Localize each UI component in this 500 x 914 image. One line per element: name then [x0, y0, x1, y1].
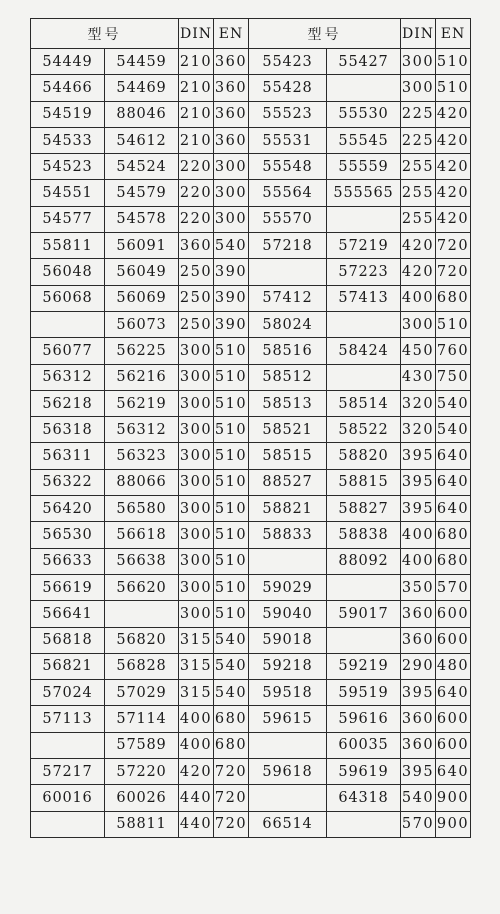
- cell-din-right: 300: [401, 311, 436, 337]
- cell-din-left: 210: [179, 101, 214, 127]
- table-row: [31, 653, 471, 679]
- cell-din-right: 300: [401, 49, 436, 75]
- cell-model-a-right: 59518: [249, 680, 327, 706]
- table-row: [31, 259, 471, 285]
- cell-model-a-right: [249, 785, 327, 811]
- cell-model-b-left: 56069: [105, 285, 179, 311]
- cell-din-right: 395: [401, 759, 436, 785]
- table-row: [31, 311, 471, 337]
- cell-model-b-right: 60035: [327, 732, 401, 758]
- cell-din-left: 440: [179, 811, 214, 837]
- cell-model-b-left: 56618: [105, 522, 179, 548]
- cell-model-a-right: 55523: [249, 101, 327, 127]
- cell-en-left: 360: [214, 49, 249, 75]
- cell-din-right: 360: [401, 732, 436, 758]
- cell-model-b-right: 59017: [327, 601, 401, 627]
- table-row: [31, 680, 471, 706]
- cell-model-a-left: 56218: [31, 390, 105, 416]
- cell-en-left: 510: [214, 574, 249, 600]
- cell-model-a-left: 60016: [31, 785, 105, 811]
- cell-en-right: 640: [436, 759, 471, 785]
- cell-model-b-right: 58424: [327, 338, 401, 364]
- cell-en-left: 510: [214, 496, 249, 522]
- cell-en-right: 420: [436, 127, 471, 153]
- cell-en-right: 640: [436, 680, 471, 706]
- cell-model-a-right: 57412: [249, 285, 327, 311]
- cell-en-left: 510: [214, 364, 249, 390]
- cell-model-a-right: 59615: [249, 706, 327, 732]
- cell-en-right: 570: [436, 574, 471, 600]
- table-row: [31, 206, 471, 232]
- table-row: [31, 364, 471, 390]
- cell-model-a-left: 54577: [31, 206, 105, 232]
- cell-en-right: 510: [436, 49, 471, 75]
- cell-model-b-right: [327, 811, 401, 837]
- cell-en-left: 300: [214, 180, 249, 206]
- cell-en-left: 300: [214, 206, 249, 232]
- cell-en-left: 510: [214, 548, 249, 574]
- cell-din-left: 300: [179, 390, 214, 416]
- cell-din-left: 315: [179, 653, 214, 679]
- table-row: [31, 706, 471, 732]
- cell-model-a-right: 58024: [249, 311, 327, 337]
- cell-model-b-left: 88046: [105, 101, 179, 127]
- cell-en-right: 420: [436, 206, 471, 232]
- cell-en-left: 510: [214, 601, 249, 627]
- cell-din-left: 300: [179, 496, 214, 522]
- cell-en-right: 680: [436, 548, 471, 574]
- header-en-right: EN: [436, 19, 471, 49]
- header-din-left: DIN: [179, 19, 214, 49]
- cell-en-left: 680: [214, 732, 249, 758]
- cell-model-a-left: 56322: [31, 469, 105, 495]
- cell-din-left: 420: [179, 759, 214, 785]
- cell-en-right: 510: [436, 311, 471, 337]
- cell-model-a-right: 58833: [249, 522, 327, 548]
- cell-en-left: 510: [214, 417, 249, 443]
- cell-model-a-left: 56619: [31, 574, 105, 600]
- cell-en-right: 600: [436, 601, 471, 627]
- cell-din-left: 220: [179, 206, 214, 232]
- cell-din-right: 400: [401, 522, 436, 548]
- cell-model-a-left: 56641: [31, 601, 105, 627]
- cell-model-a-left: 56312: [31, 364, 105, 390]
- table-body: [31, 49, 471, 838]
- cell-model-b-right: 59619: [327, 759, 401, 785]
- table-row: [31, 601, 471, 627]
- cell-model-a-right: 58821: [249, 496, 327, 522]
- cell-model-b-left: 56620: [105, 574, 179, 600]
- cell-din-left: 440: [179, 785, 214, 811]
- cell-model-a-left: 56068: [31, 285, 105, 311]
- cell-en-left: 390: [214, 311, 249, 337]
- table-row: [31, 101, 471, 127]
- header-din-right: DIN: [401, 19, 436, 49]
- cell-model-a-left: 54551: [31, 180, 105, 206]
- cell-en-left: 540: [214, 627, 249, 653]
- cell-din-left: 210: [179, 49, 214, 75]
- cell-model-b-right: 58514: [327, 390, 401, 416]
- cell-din-right: 430: [401, 364, 436, 390]
- cell-en-left: 720: [214, 811, 249, 837]
- cell-model-b-left: 57029: [105, 680, 179, 706]
- cell-model-b-left: 56323: [105, 443, 179, 469]
- cell-din-left: 315: [179, 627, 214, 653]
- cell-din-right: 320: [401, 417, 436, 443]
- table-row: [31, 811, 471, 837]
- cell-model-a-left: 57113: [31, 706, 105, 732]
- cell-en-right: 680: [436, 285, 471, 311]
- cell-model-b-left: 56828: [105, 653, 179, 679]
- cell-model-a-left: 56311: [31, 443, 105, 469]
- cell-model-a-right: 55531: [249, 127, 327, 153]
- cell-din-left: 250: [179, 259, 214, 285]
- cell-en-right: 900: [436, 785, 471, 811]
- cell-en-left: 510: [214, 443, 249, 469]
- cell-model-b-right: [327, 574, 401, 600]
- header-row: [31, 19, 471, 49]
- cell-din-left: 220: [179, 180, 214, 206]
- cell-din-right: 300: [401, 75, 436, 101]
- cell-en-left: 360: [214, 127, 249, 153]
- cell-model-a-left: 56818: [31, 627, 105, 653]
- cell-en-right: 420: [436, 180, 471, 206]
- cell-model-b-right: 58815: [327, 469, 401, 495]
- cell-din-right: 290: [401, 653, 436, 679]
- cell-model-a-right: 58521: [249, 417, 327, 443]
- cell-din-right: 420: [401, 259, 436, 285]
- cell-model-b-left: 56225: [105, 338, 179, 364]
- table-row: [31, 49, 471, 75]
- cell-model-a-right: [249, 732, 327, 758]
- table-row: [31, 285, 471, 311]
- cell-en-right: 600: [436, 627, 471, 653]
- cell-model-a-right: 55423: [249, 49, 327, 75]
- cell-en-left: 360: [214, 75, 249, 101]
- cell-en-left: 390: [214, 285, 249, 311]
- table-row: [31, 154, 471, 180]
- cell-en-left: 680: [214, 706, 249, 732]
- cell-model-a-left: 56077: [31, 338, 105, 364]
- cell-model-b-right: 58820: [327, 443, 401, 469]
- cell-model-a-right: 59029: [249, 574, 327, 600]
- cell-model-a-right: 58512: [249, 364, 327, 390]
- cell-en-left: 510: [214, 338, 249, 364]
- cell-en-left: 300: [214, 154, 249, 180]
- cell-model-a-left: 54466: [31, 75, 105, 101]
- cell-model-b-right: 64318: [327, 785, 401, 811]
- table-row: [31, 233, 471, 259]
- cell-en-right: 760: [436, 338, 471, 364]
- cell-model-b-right: 55559: [327, 154, 401, 180]
- cell-model-b-right: [327, 627, 401, 653]
- cell-din-left: 300: [179, 417, 214, 443]
- cell-model-a-right: 55548: [249, 154, 327, 180]
- cell-model-b-left: 56091: [105, 233, 179, 259]
- cell-din-left: 300: [179, 548, 214, 574]
- cell-din-left: 400: [179, 732, 214, 758]
- cell-din-right: 400: [401, 285, 436, 311]
- cell-din-right: 320: [401, 390, 436, 416]
- cell-din-left: 220: [179, 154, 214, 180]
- table-row: [31, 390, 471, 416]
- table-row: [31, 496, 471, 522]
- cell-din-left: 250: [179, 311, 214, 337]
- cell-model-a-right: 57218: [249, 233, 327, 259]
- cell-en-right: 480: [436, 653, 471, 679]
- cell-model-a-left: [31, 732, 105, 758]
- cell-model-a-left: 56821: [31, 653, 105, 679]
- table-row: [31, 627, 471, 653]
- cell-model-a-right: 58513: [249, 390, 327, 416]
- cell-din-left: 300: [179, 469, 214, 495]
- cell-model-a-right: 55564: [249, 180, 327, 206]
- cell-en-right: 420: [436, 101, 471, 127]
- cell-model-b-right: 57413: [327, 285, 401, 311]
- cell-model-a-right: 59618: [249, 759, 327, 785]
- cell-model-a-left: 56530: [31, 522, 105, 548]
- table-row: [31, 443, 471, 469]
- cell-model-b-left: [105, 601, 179, 627]
- cell-din-right: 360: [401, 706, 436, 732]
- cell-model-a-left: 55811: [31, 233, 105, 259]
- cell-model-b-right: 58522: [327, 417, 401, 443]
- table-row: [31, 574, 471, 600]
- cell-din-right: 360: [401, 627, 436, 653]
- cell-model-b-left: 57220: [105, 759, 179, 785]
- cell-model-a-left: 57217: [31, 759, 105, 785]
- header-model-right: 型号: [249, 19, 401, 49]
- cell-din-right: 225: [401, 101, 436, 127]
- cell-din-left: 210: [179, 127, 214, 153]
- table-row: [31, 180, 471, 206]
- cell-model-a-left: [31, 311, 105, 337]
- cell-model-a-right: 55428: [249, 75, 327, 101]
- cell-din-right: 225: [401, 127, 436, 153]
- cell-en-right: 640: [436, 469, 471, 495]
- cell-din-left: 400: [179, 706, 214, 732]
- cell-din-right: 395: [401, 469, 436, 495]
- cell-en-right: 720: [436, 233, 471, 259]
- cell-en-left: 540: [214, 680, 249, 706]
- cell-en-left: 540: [214, 653, 249, 679]
- cell-model-a-right: 59018: [249, 627, 327, 653]
- cell-din-right: 450: [401, 338, 436, 364]
- cell-din-right: 255: [401, 180, 436, 206]
- cell-din-left: 300: [179, 522, 214, 548]
- cell-model-a-right: 58516: [249, 338, 327, 364]
- cell-model-a-right: [249, 259, 327, 285]
- cell-model-a-right: 58515: [249, 443, 327, 469]
- cell-model-a-right: 59218: [249, 653, 327, 679]
- table-row: [31, 785, 471, 811]
- model-spec-table: [30, 18, 471, 838]
- header-model-left: 型号: [31, 19, 179, 49]
- cell-model-b-left: 56049: [105, 259, 179, 285]
- cell-en-right: 720: [436, 259, 471, 285]
- cell-en-left: 360: [214, 101, 249, 127]
- table-row: [31, 417, 471, 443]
- cell-model-b-right: 55530: [327, 101, 401, 127]
- cell-model-b-left: 57589: [105, 732, 179, 758]
- cell-model-b-left: 54459: [105, 49, 179, 75]
- cell-model-a-left: 56318: [31, 417, 105, 443]
- cell-en-right: 640: [436, 443, 471, 469]
- cell-model-a-right: [249, 548, 327, 574]
- cell-din-left: 360: [179, 233, 214, 259]
- cell-model-b-left: 56580: [105, 496, 179, 522]
- cell-model-b-right: 57223: [327, 259, 401, 285]
- cell-model-a-left: 54533: [31, 127, 105, 153]
- cell-model-a-left: 56048: [31, 259, 105, 285]
- cell-model-b-right: 59616: [327, 706, 401, 732]
- cell-model-a-left: [31, 811, 105, 837]
- cell-en-right: 540: [436, 390, 471, 416]
- cell-din-left: 300: [179, 443, 214, 469]
- cell-en-right: 510: [436, 75, 471, 101]
- cell-model-a-right: 59040: [249, 601, 327, 627]
- cell-en-right: 750: [436, 364, 471, 390]
- cell-en-left: 540: [214, 233, 249, 259]
- cell-din-right: 570: [401, 811, 436, 837]
- cell-model-a-left: 57024: [31, 680, 105, 706]
- cell-en-left: 510: [214, 522, 249, 548]
- cell-model-b-left: 57114: [105, 706, 179, 732]
- cell-model-a-left: 54523: [31, 154, 105, 180]
- cell-model-b-left: 56312: [105, 417, 179, 443]
- table-row: [31, 75, 471, 101]
- cell-model-b-right: 55427: [327, 49, 401, 75]
- cell-din-left: 300: [179, 364, 214, 390]
- cell-model-b-left: 54524: [105, 154, 179, 180]
- spec-sheet: [30, 18, 470, 838]
- cell-model-b-right: 57219: [327, 233, 401, 259]
- cell-din-right: 540: [401, 785, 436, 811]
- cell-model-a-right: 88527: [249, 469, 327, 495]
- cell-en-left: 720: [214, 759, 249, 785]
- cell-model-b-left: 54612: [105, 127, 179, 153]
- cell-model-b-right: 59219: [327, 653, 401, 679]
- cell-din-right: 255: [401, 154, 436, 180]
- cell-model-b-right: 88092: [327, 548, 401, 574]
- cell-din-right: 420: [401, 233, 436, 259]
- cell-model-b-left: 56820: [105, 627, 179, 653]
- cell-din-left: 315: [179, 680, 214, 706]
- cell-model-b-right: [327, 206, 401, 232]
- cell-en-left: 390: [214, 259, 249, 285]
- cell-model-b-left: 54578: [105, 206, 179, 232]
- table-row: [31, 522, 471, 548]
- cell-en-right: 600: [436, 732, 471, 758]
- cell-din-right: 255: [401, 206, 436, 232]
- cell-en-right: 640: [436, 496, 471, 522]
- cell-din-right: 395: [401, 680, 436, 706]
- cell-model-b-left: 56216: [105, 364, 179, 390]
- cell-model-b-right: [327, 364, 401, 390]
- table-row: [31, 759, 471, 785]
- cell-model-b-left: 56638: [105, 548, 179, 574]
- cell-din-right: 395: [401, 443, 436, 469]
- cell-en-left: 510: [214, 469, 249, 495]
- cell-model-a-left: 56420: [31, 496, 105, 522]
- cell-en-right: 900: [436, 811, 471, 837]
- cell-en-left: 720: [214, 785, 249, 811]
- cell-model-a-left: 54449: [31, 49, 105, 75]
- cell-model-b-right: [327, 75, 401, 101]
- cell-en-right: 600: [436, 706, 471, 732]
- cell-model-a-right: 66514: [249, 811, 327, 837]
- cell-en-right: 420: [436, 154, 471, 180]
- cell-din-left: 210: [179, 75, 214, 101]
- cell-model-a-right: 55570: [249, 206, 327, 232]
- table-row: [31, 732, 471, 758]
- cell-en-right: 680: [436, 522, 471, 548]
- cell-model-b-left: 54579: [105, 180, 179, 206]
- cell-model-b-right: [327, 311, 401, 337]
- cell-din-right: 350: [401, 574, 436, 600]
- cell-din-left: 300: [179, 574, 214, 600]
- cell-din-right: 400: [401, 548, 436, 574]
- table-row: [31, 469, 471, 495]
- cell-model-b-left: 56219: [105, 390, 179, 416]
- cell-din-left: 250: [179, 285, 214, 311]
- cell-model-b-left: 60026: [105, 785, 179, 811]
- cell-en-left: 510: [214, 390, 249, 416]
- cell-model-b-left: 54469: [105, 75, 179, 101]
- cell-model-b-right: 59519: [327, 680, 401, 706]
- cell-model-b-right: 58827: [327, 496, 401, 522]
- cell-din-left: 300: [179, 601, 214, 627]
- table-row: [31, 548, 471, 574]
- cell-model-b-left: 56073: [105, 311, 179, 337]
- cell-din-right: 360: [401, 601, 436, 627]
- cell-model-a-left: 56633: [31, 548, 105, 574]
- cell-model-b-right: 58838: [327, 522, 401, 548]
- cell-model-b-left: 88066: [105, 469, 179, 495]
- table-row: [31, 338, 471, 364]
- cell-en-right: 540: [436, 417, 471, 443]
- cell-model-b-left: 58811: [105, 811, 179, 837]
- cell-din-left: 300: [179, 338, 214, 364]
- cell-din-right: 395: [401, 496, 436, 522]
- cell-model-b-right: 555565: [327, 180, 401, 206]
- header-en-left: EN: [214, 19, 249, 49]
- table-row: [31, 127, 471, 153]
- cell-model-b-right: 55545: [327, 127, 401, 153]
- cell-model-a-left: 54519: [31, 101, 105, 127]
